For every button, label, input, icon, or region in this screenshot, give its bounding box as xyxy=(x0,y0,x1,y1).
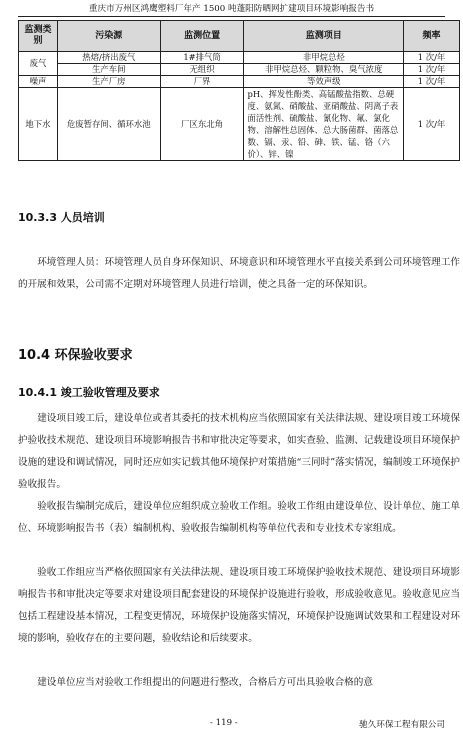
cell-category: 废气 xyxy=(19,52,58,76)
cell-items: pH、挥发性酚类、高锰酸盐指数、总硬度、氨氮、硝酸盐、亚硝酸盐、阴离子表面活性剂、硫酸盐、氰化物、氟、氯化物、溶解性总固体、总大肠菌群、菌落总数、镉、汞、铅、砷、铁、锰、铬（六价）、锌、镍 xyxy=(244,88,404,161)
col-header-category: 监测类别 xyxy=(19,21,58,52)
table-row xyxy=(19,52,460,64)
section-heading-10-4-1: 10.4.1 竣工验收管理及要求 xyxy=(18,386,160,399)
col-header-location: 监测位置 xyxy=(160,21,244,52)
cell-source: 生产厂房 xyxy=(57,76,160,88)
col-header-items: 监测项目 xyxy=(244,21,404,52)
paragraph-staff-training: 环境管理人员：环境管理人员自身环保知识、环境意识和环境管理水平直接关系到公司环境管理工作的开展和效果，公司需不定期对环境管理人员进行培训，使之具备一定的环保知识。 xyxy=(18,257,460,290)
page-number: - 119 - xyxy=(210,718,238,728)
cell-items: 非甲烷总烃、颗粒物、臭气浓度 xyxy=(244,64,404,76)
paragraph-acceptance-3: 验收工作组应当严格依照国家有关法律法规、建设项目竣工环境保护验收技术规范、建设项目环境影响报告书和审批决定等要求对建设项目配套建设的环境保护设施进行验收，形成验收意见。验收意见应当包括工程建设基本情况，工程变更情况，环境保护设施落实情况，环境保护设施调试效果和工程建设对环境的影响，验收存在的主要问题，验收结论和后续要求。 xyxy=(18,567,460,644)
paragraph-acceptance-4: 建设单位应当对验收工作组提出的问题进行整改，合格后方可出具验收合格的意 xyxy=(37,677,373,688)
cell-frequency: 1 次/年 xyxy=(404,52,460,64)
cell-frequency: 1 次/年 xyxy=(404,76,460,88)
cell-category: 噪声 xyxy=(19,76,58,88)
cell-frequency: 1 次/年 xyxy=(404,64,460,76)
table-row xyxy=(19,88,460,161)
cell-location: 无组织 xyxy=(160,64,244,76)
section-heading-10-3-3: 10.3.3 人员培训 xyxy=(18,211,105,224)
page-header: 重庆市万州区鸿鹰塑料厂年产 1500 吨蓬阳防晒网扩建项目环境影响报告书 xyxy=(18,2,445,17)
footer-company: 驰久环保工程有限公司 xyxy=(359,720,445,730)
col-header-frequency: 频率 xyxy=(404,21,460,52)
cell-location: 厂区东北角 xyxy=(160,88,244,161)
monitoring-plan-table xyxy=(18,20,460,161)
table-row xyxy=(19,76,460,88)
cell-category: 地下水 xyxy=(19,88,58,161)
cell-source: 危废暂存间、循环水池 xyxy=(57,88,160,161)
cell-source: 生产车间 xyxy=(57,64,160,76)
section-heading-10-4: 10.4 环保验收要求 xyxy=(18,348,133,363)
table-row xyxy=(19,64,460,76)
cell-items: 等效声级 xyxy=(244,76,404,88)
paragraph-acceptance-2: 验收报告编制完成后，建设单位应组织成立验收工作组。验收工作组由建设单位、设计单位、施工单位、环境影响报告书（表）编制机构、验收报告编制机构等单位代表和专业技术专家组成。 xyxy=(18,501,460,534)
table-header-row xyxy=(19,21,460,52)
paragraph-acceptance-1: 建设项目竣工后，建设单位或者其委托的技术机构应当依照国家有关法律法规、建设项目竣工环境保护验收技术规范、建设项目环境影响报告书和审批决定等要求，如实查验、监测、记载建设项目环境保护设施的建设和调试情况，同时还应如实记载其他环境保护对策措施“三同时”落实情况，编制竣工环境保护验收报告。 xyxy=(18,413,460,490)
cell-source: 热熔/挤出废气 xyxy=(57,52,160,64)
cell-location: 厂界 xyxy=(160,76,244,88)
col-header-source: 污染源 xyxy=(57,21,160,52)
cell-location: 1#排气筒 xyxy=(160,52,244,64)
cell-frequency: 1 次/年 xyxy=(404,88,460,161)
cell-items: 非甲烷总烃 xyxy=(244,52,404,64)
